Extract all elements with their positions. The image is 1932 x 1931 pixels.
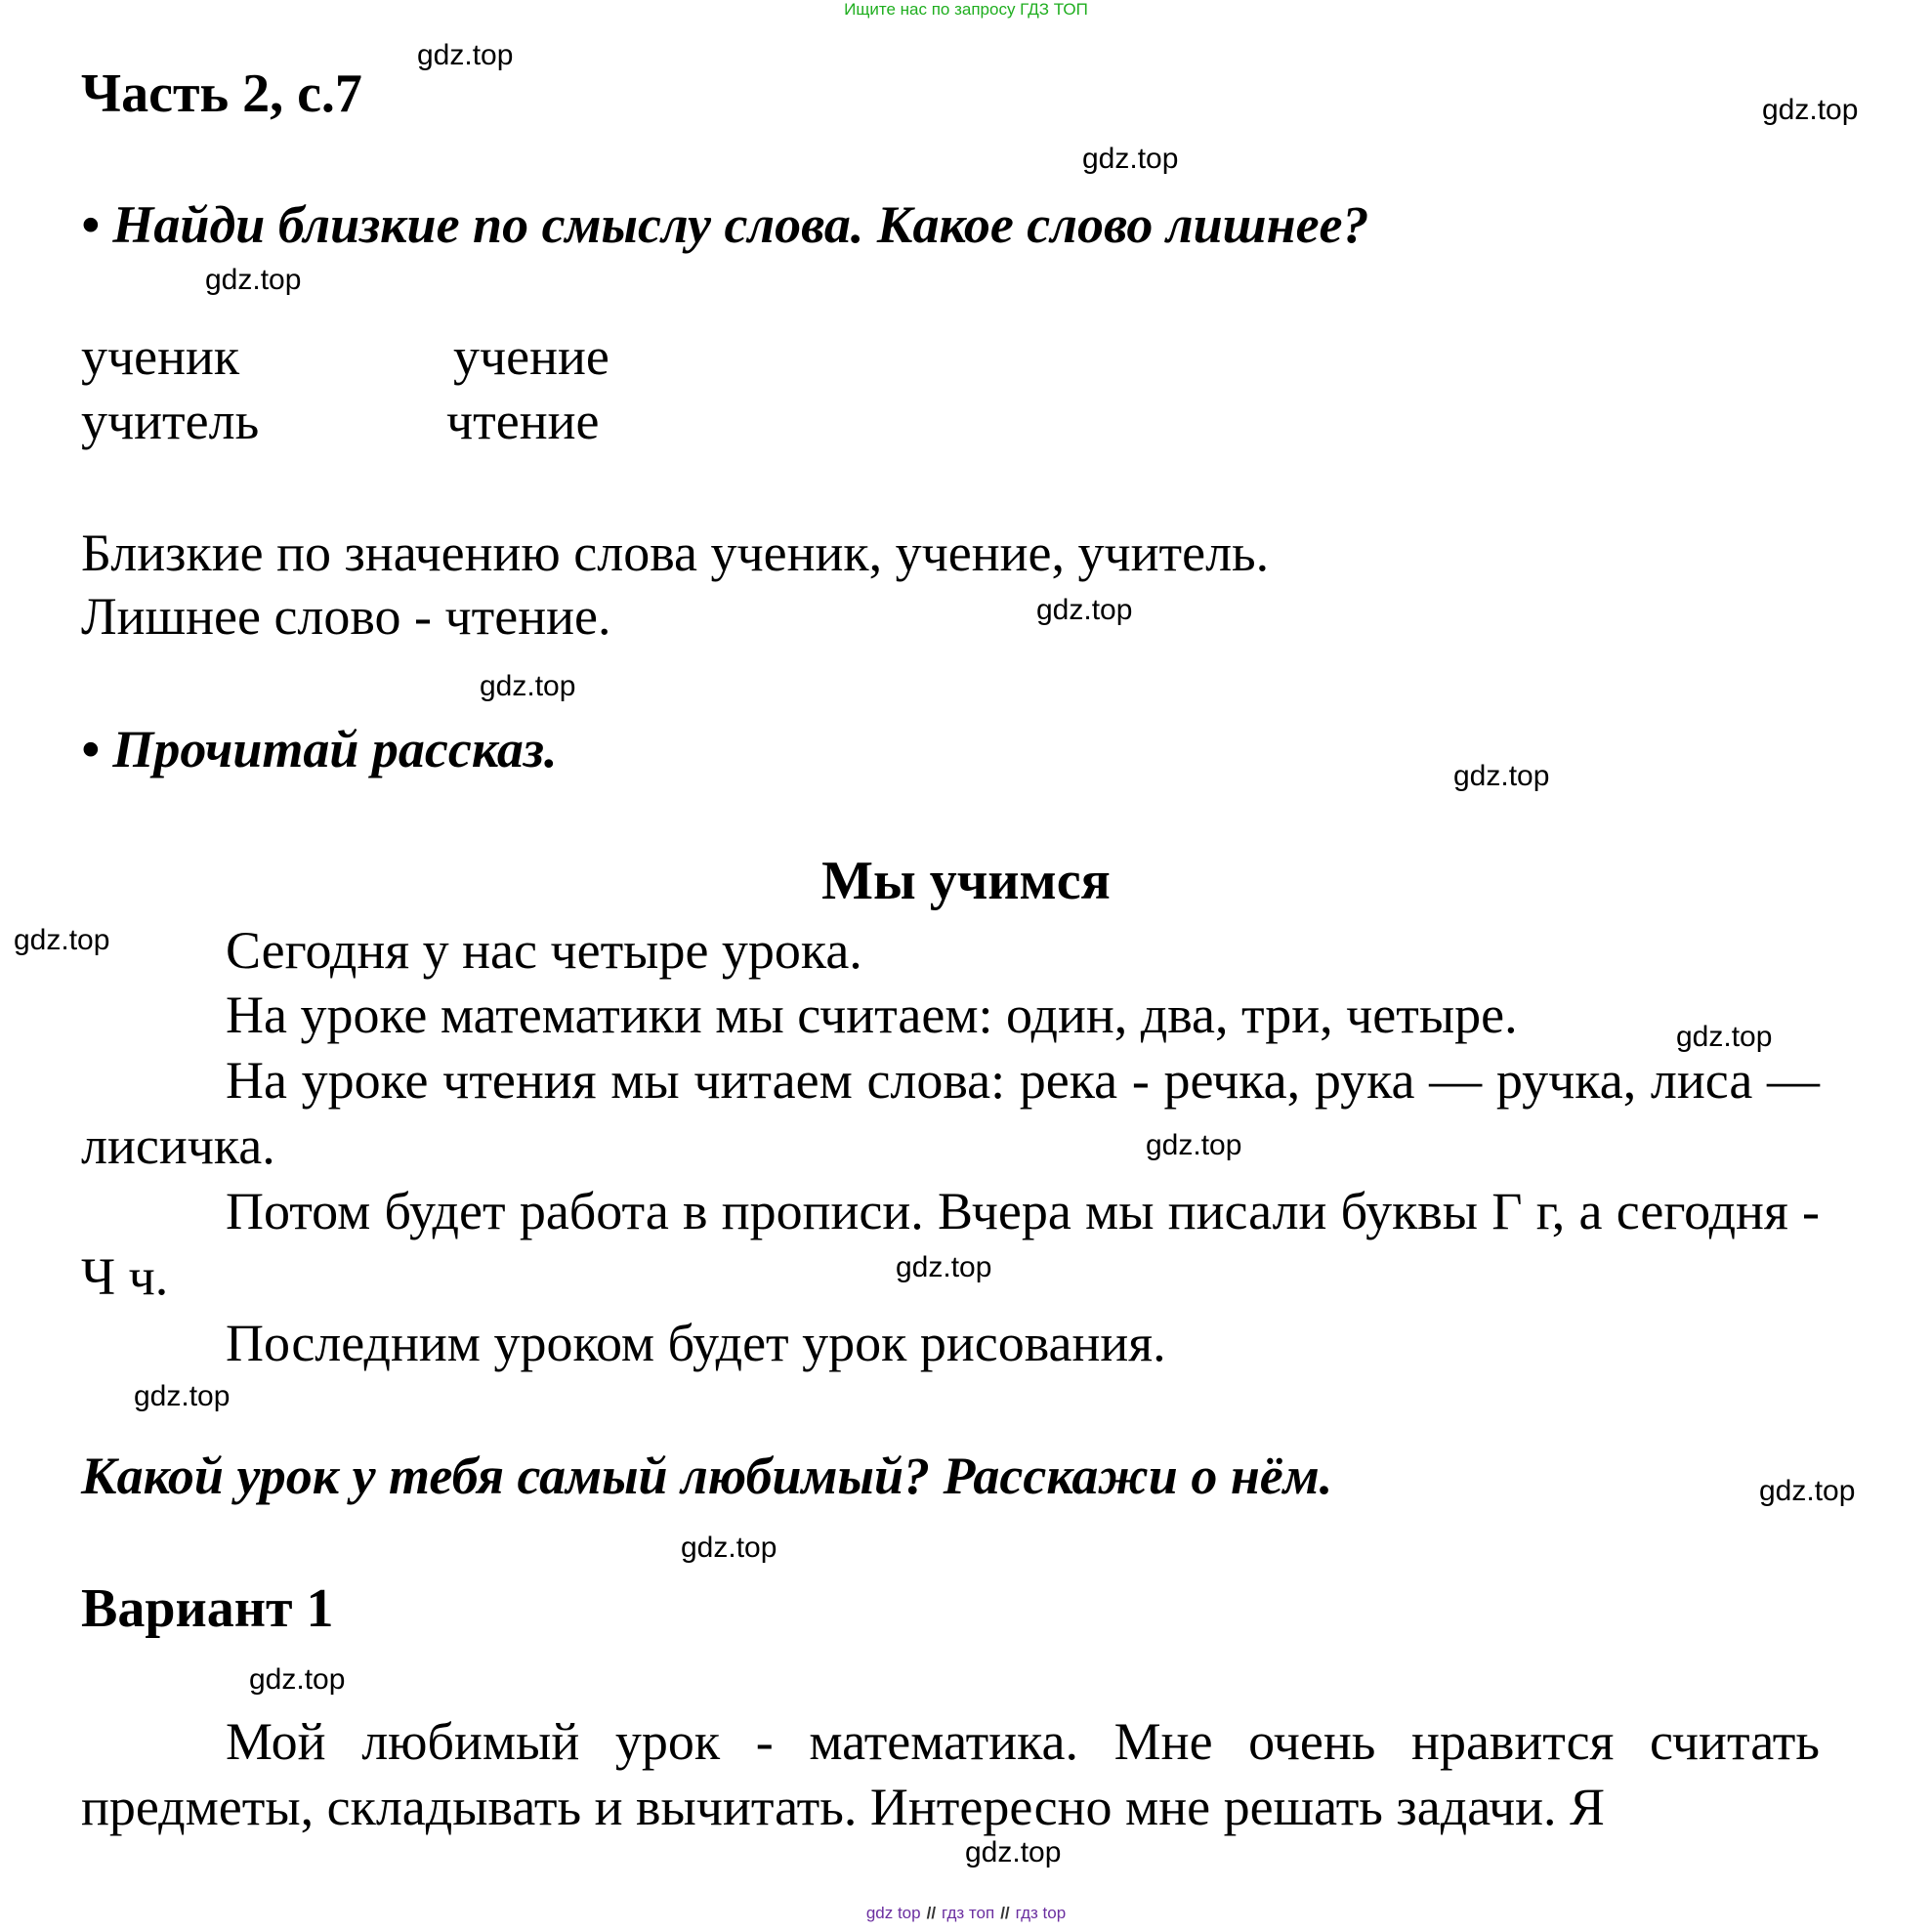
- watermark: gdz.top: [14, 924, 110, 956]
- story-title: Мы учимся: [821, 851, 1111, 911]
- watermark: gdz.top: [896, 1251, 992, 1283]
- word-item: ученик: [81, 327, 240, 386]
- word-item: учитель: [81, 392, 260, 450]
- watermark: gdz.top: [249, 1663, 346, 1696]
- task-1-text: Найди близкие по смыслу слова. Какое слово лишнее?: [112, 195, 1369, 254]
- watermark: gdz.top: [205, 264, 302, 296]
- task-2: [81, 719, 557, 779]
- page-heading: Часть 2, с.7: [81, 63, 362, 124]
- task-1: [81, 194, 1369, 255]
- variant-heading: Вариант 1: [81, 1578, 334, 1639]
- variant-paragraph: Мой любимый урок - математика. Мне очень нравится считать предметы, складывать и вычитать. Интересно мне решать задачи. Я: [81, 1712, 1820, 1836]
- story-paragraph: На уроке математики мы считаем: один, два, три, четыре.: [226, 986, 1518, 1044]
- question: Какой урок у тебя самый любимый? Расскажи о нём.: [81, 1447, 1333, 1505]
- watermark: gdz.top: [1036, 594, 1133, 626]
- watermark: gdz.top: [1453, 760, 1550, 792]
- footer-link[interactable]: гдз топ: [942, 1904, 995, 1922]
- bullet: •: [81, 195, 100, 254]
- story-paragraph: Сегодня у нас четыре урока.: [226, 921, 862, 980]
- watermark: gdz.top: [480, 670, 576, 702]
- watermark: gdz.top: [681, 1532, 777, 1564]
- watermark: gdz.top: [417, 39, 514, 71]
- watermark: gdz.top: [1146, 1129, 1242, 1161]
- watermark: gdz.top: [1759, 1475, 1856, 1507]
- story-paragraph: Потом будет работа в прописи. Вчера мы писали буквы Г г, а сегодня - Ч ч.: [81, 1182, 1820, 1306]
- footer-separator: //: [926, 1904, 937, 1922]
- word-item: чтение: [446, 392, 600, 450]
- footer: [0, 1904, 1932, 1923]
- top-banner: Ищите нас по запросу ГДЗ ТОП: [844, 0, 1088, 19]
- answer-line: Близкие по значению слова ученик, учение, учитель.: [81, 524, 1270, 582]
- footer-link[interactable]: gdz top: [865, 1904, 921, 1922]
- watermark: gdz.top: [1082, 143, 1179, 175]
- story-paragraph: Последним уроком будет урок рисования.: [226, 1314, 1166, 1372]
- footer-link[interactable]: гдз top: [1015, 1904, 1067, 1922]
- story-paragraph: На уроке чтения мы читаем слова: река - речка, рука — ручка, лиса — лисичка.: [81, 1051, 1820, 1175]
- bullet: •: [81, 720, 100, 778]
- watermark: gdz.top: [965, 1836, 1062, 1868]
- watermark: gdz.top: [1762, 94, 1859, 126]
- watermark: gdz.top: [134, 1380, 231, 1412]
- watermark: gdz.top: [1676, 1021, 1773, 1053]
- answer-line: Лишнее слово - чтение.: [81, 587, 611, 646]
- word-item: учение: [453, 327, 609, 386]
- footer-separator: //: [1000, 1904, 1010, 1922]
- task-2-text: Прочитай рассказ.: [112, 720, 558, 778]
